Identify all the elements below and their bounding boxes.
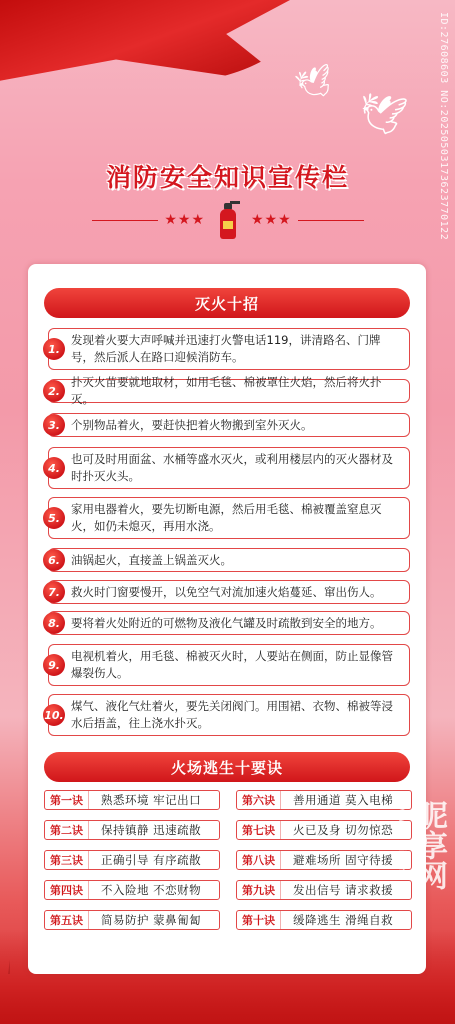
tip-number: 9.: [43, 654, 65, 676]
watermark-url: www.nipic.cn: [396, 806, 407, 872]
tip-text: 扑灭火苗要就地取材，如用毛毯、棉被罩住火焰，然后将火扑灭。: [71, 375, 382, 406]
escape-item: [236, 910, 412, 930]
escape-text: 熟悉环境 牢记出口: [101, 793, 202, 807]
tip-text: 也可及时用面盆、水桶等盛水灭火，或利用楼层内的灭火器材及时扑灭火头。: [71, 452, 393, 483]
page-title: 消防安全知识宣传栏: [105, 163, 349, 192]
tip-item: [48, 413, 410, 437]
escape-text: 避难场所 固守待援: [293, 853, 394, 867]
tip-number: 6.: [43, 549, 65, 571]
tip-item: [48, 328, 410, 370]
escape-label: 第四诀: [45, 881, 89, 899]
tip-number: 5.: [43, 507, 65, 529]
dove-icon: 🕊: [354, 88, 410, 140]
tip-item: [48, 644, 410, 686]
escape-item: [44, 910, 220, 930]
tip-text: 电视机着火，用毛毯、棉被灭火时，人要站在侧面，防止显像管爆裂伤人。: [71, 649, 393, 680]
tip-number: 8.: [43, 612, 65, 634]
escape-label: 第五诀: [45, 911, 89, 929]
tip-item: [48, 375, 410, 406]
tip-text: 发现着火要大声呼喊并迅速打火警电话119，讲清路名、门牌号，然后派人在路口迎候消防车。: [71, 333, 381, 364]
escape-label: 第八诀: [237, 851, 281, 869]
escape-label: 第二诀: [45, 821, 89, 839]
escape-label: 第九诀: [237, 881, 281, 899]
escape-item: [44, 880, 220, 900]
escape-label: 第十诀: [237, 911, 281, 929]
watermark-brand: 昵享网: [412, 800, 447, 890]
tip-number: 7.: [43, 581, 65, 603]
title-decoration: [78, 200, 378, 240]
escape-text: 不入险地 不恋财物: [101, 883, 202, 897]
tip-item: [48, 580, 410, 604]
tip-text: 家用电器着火，要先切断电源，然后用毛毯、棉被覆盖窒息灭火，如仍未熄灭，再用水浇。: [71, 502, 382, 533]
escape-text: 正确引导 有序疏散: [101, 853, 202, 867]
tip-item: [48, 497, 410, 539]
escape-item: [44, 850, 220, 870]
escape-label: 第一诀: [45, 791, 89, 809]
escape-text: 火已及身 切勿惊恐: [293, 823, 394, 837]
escape-label: 第三诀: [45, 851, 89, 869]
escape-item: [236, 880, 412, 900]
escape-item: [236, 850, 412, 870]
escape-text: 缓降逃生 滑绳自救: [293, 913, 394, 927]
dove-icon: 🕊: [292, 61, 338, 106]
tip-number: 10.: [43, 704, 65, 726]
divider-line: [298, 220, 364, 221]
escape-item: [236, 790, 412, 810]
tip-item: [48, 548, 410, 572]
red-flag-decoration: [0, 0, 290, 85]
tip-text: 油锅起火，直接盖上锅盖灭火。: [71, 552, 232, 567]
escape-text: 简易防护 蒙鼻匍匐: [101, 913, 202, 927]
escape-item: [44, 790, 220, 810]
tip-text: 救火时门窗要慢开，以免空气对流加速火焰蔓延、窜出伤人。: [71, 584, 382, 599]
tip-number: 4.: [43, 457, 65, 479]
content-card: [28, 264, 426, 974]
fire-extinguisher-icon: [217, 201, 239, 239]
tip-item: [44, 694, 410, 736]
tip-text: 要将着火处附近的可燃物及液化气罐及时疏散到安全的地方。: [71, 615, 382, 630]
escape-label: 第七诀: [237, 821, 281, 839]
tip-number: 1.: [43, 338, 65, 360]
tip-text: 个别物品着火，要赶快把着火物搬到室外灭火。: [71, 417, 313, 432]
escape-text: 保持镇静 迅速疏散: [101, 823, 202, 837]
tip-item: [48, 611, 410, 635]
tip-item: [48, 447, 410, 489]
escape-item: [236, 820, 412, 840]
section-heading-fire-fighting: 灭火十招: [44, 288, 410, 318]
tip-number: 2.: [43, 380, 65, 402]
watermark-id: ID:27608603 NO:20250503173623770122: [438, 12, 449, 241]
escape-item: [44, 820, 220, 840]
escape-label: 第六诀: [237, 791, 281, 809]
star-icon: ★★★: [164, 212, 205, 228]
section-heading-escape: 火场逃生十要诀: [44, 752, 410, 782]
divider-line: [92, 220, 158, 221]
tip-text: 煤气、液化气灶着火，要先关闭阀门。用围裙、衣物、棉被等浸水后捂盖，往上浇水扑灭。: [71, 699, 393, 730]
escape-text: 善用通道 莫入电梯: [293, 793, 394, 807]
escape-text: 发出信号 请求救援: [293, 883, 394, 897]
tip-number: 3.: [43, 414, 65, 436]
star-icon: ★★★: [251, 212, 292, 228]
